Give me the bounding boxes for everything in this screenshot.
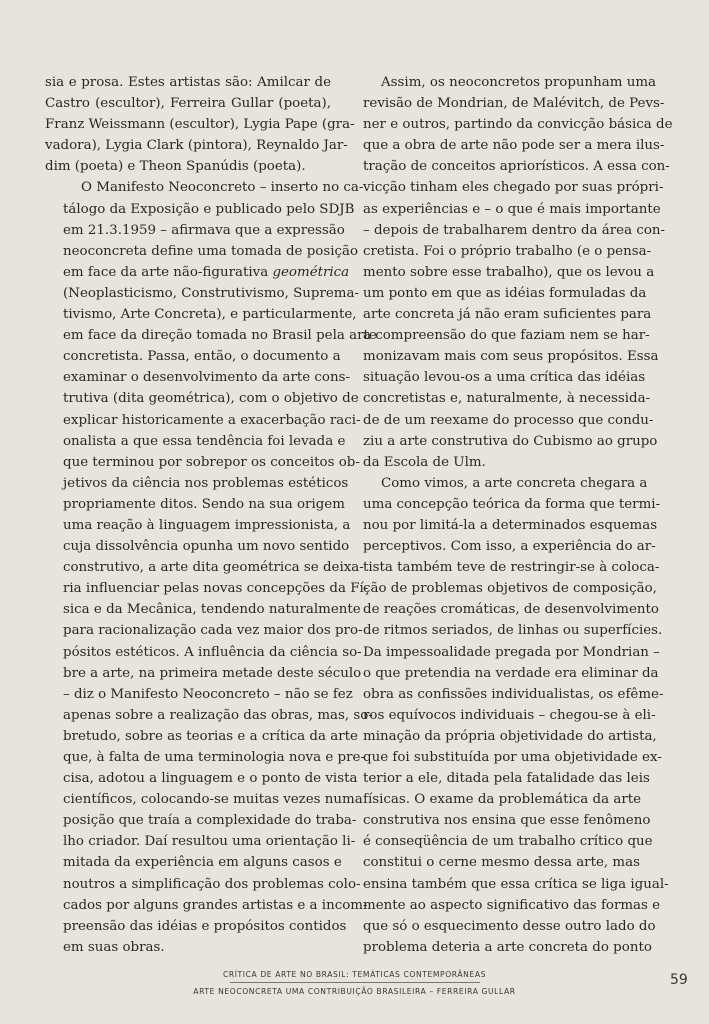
text-line: científicos, colocando-se muitas vezes numa (63, 792, 363, 808)
page-number: 59 (670, 972, 688, 988)
text-line: Da impessoalidade pregada por Mondrian – (363, 644, 660, 660)
text-line: perceptivos. Com isso, a experiência do ar- (363, 539, 656, 555)
text-line: a compreensão do que faziam nem se har- (363, 328, 650, 344)
running-footer (0, 970, 709, 996)
text-line: trutiva (dita geométrica), com o objetivo de (63, 391, 359, 407)
text-line: ria influenciar pelas novas concepções da Fí- (63, 581, 369, 597)
text-line: propriamente ditos. Sendo na sua origem (63, 496, 345, 512)
text-line: lho criador. Daí resultou uma orientação li- (63, 834, 356, 850)
text-line: físicas. O exame da problemática da arte (363, 792, 642, 808)
text-line: O Manifesto Neoconcreto – inserto no ca- (81, 180, 364, 196)
text-line: cados por alguns grandes artistas e a incom- (63, 897, 368, 913)
text-line: um ponto em que as idéias formuladas da (363, 285, 647, 301)
text-line: bretudo, sobre as teorias e a crítica da arte (63, 728, 358, 744)
text-line: de de um reexame do processo que condu- (363, 412, 654, 428)
text-line: obra as confissões individualistas, os efême- (363, 686, 664, 702)
text-line: ção de problemas objetivos de composição, (363, 581, 657, 597)
text-line: apenas sobre a realização das obras, mas, so- (63, 707, 373, 723)
text-line: Castro (escultor), Ferreira Gullar (poeta), (45, 96, 331, 112)
text-line: que terminou por sobrepor os conceitos ob- (63, 454, 360, 470)
text-line: (Neoplasticismo, Construtivismo, Suprema- (63, 285, 359, 301)
text-line: mitada da experiência em alguns casos e (63, 855, 342, 871)
paragraph (45, 177, 377, 957)
text-line: – depois de trabalharem dentro da área con- (363, 222, 666, 238)
text-line: da Escola de Ulm. (363, 454, 486, 470)
text-line: de reações cromáticas, de desenvolvimento (363, 602, 659, 618)
text-line: posição que traía a complexidade do traba- (63, 813, 357, 829)
text-line: cisa, adotou a linguagem e o ponto de vista (63, 771, 358, 787)
text-line: noutros a simplificação dos problemas colo- (63, 876, 361, 892)
text-line: que a obra de arte não pode ser a mera ilus- (363, 138, 665, 154)
text-line: – diz o Manifesto Neoconcreto – não se fez (63, 686, 353, 702)
text-line: Como vimos, a arte concreta chegara a (381, 475, 648, 491)
paragraph (45, 72, 355, 177)
text-line: tálogo da Exposição e publicado pelo SDJB (63, 201, 355, 217)
text-line: preensão das idéias e propósitos contidos (63, 918, 347, 934)
text-line: pósitos estéticos. A influência da ciência so- (63, 644, 362, 660)
left-column (45, 72, 377, 958)
text-line: é conseqüência de um trabalho crítico que (363, 834, 653, 850)
text-line: vicção tinham eles chegado por suas própri- (363, 180, 664, 196)
footer-divider (230, 982, 480, 983)
text-line: neoconcreta define uma tomada de posição (63, 243, 359, 259)
text-line: ziu a arte construtiva do Cubismo ao grupo (363, 433, 658, 449)
text-line: sia e prosa. Estes artistas são: Amilcar de (45, 75, 331, 90)
text-line: monizavam mais com seus propósitos. Essa (363, 349, 659, 365)
text-line: jetivos da ciência nos problemas estéticos (63, 475, 349, 491)
text-line: construtivo, a arte dita geométrica se deixa- (63, 560, 364, 576)
text-line: sica e da Mecânica, tendendo naturalmente (63, 602, 361, 618)
text-line: explicar historicamente a exacerbação raci- (63, 412, 361, 428)
text-line: tista também teve de restringir-se à coloca- (363, 560, 660, 576)
text-line: para racionalização cada vez maior dos pro- (63, 623, 363, 639)
text-line: nou por limitá-la a determinados esquemas (363, 517, 658, 533)
paragraph (345, 473, 669, 958)
text-line: mento sobre esse trabalho), que os levou a (363, 264, 655, 280)
text-line: onalista a que essa tendência foi levada e (63, 433, 346, 449)
footer-publication-title: CRÍTICA DE ARTE NO BRASIL: TEMÁTICAS CONTEMPORÂNEAS (222, 970, 487, 979)
text-line: as experiências e – o que é mais importante (363, 201, 661, 217)
text-line: uma concepção teórica da forma que termi- (363, 496, 661, 512)
text-line: cretista. Foi o próprio trabalho (e o pensa- (363, 243, 652, 259)
text-line: de ritmos seriados, de linhas ou superfícies. (363, 623, 663, 639)
text-line: em face da direção tomada no Brasil pela arte (63, 328, 377, 344)
text-line: situação levou-os a uma crítica das idéias (363, 370, 646, 386)
text-line: Assim, os neoconcretos propunham uma (381, 75, 657, 90)
paragraph (345, 72, 673, 473)
text-line: que, à falta de uma terminologia nova e pre- (63, 750, 365, 765)
text-line: tivismo, Arte Concreta), e particularmente, (63, 307, 357, 323)
text-line: vadora), Lygia Clark (pintora), Reynaldo Jar- (45, 138, 348, 154)
text-line: arte concreta já não eram suficientes para (363, 307, 652, 323)
text-line: mente ao aspecto significativo das formas e (363, 897, 661, 913)
text-line: que só o esquecimento desse outro lado do (363, 918, 656, 934)
text-line: constitui o cerne mesmo dessa arte, mas (363, 855, 640, 871)
text-line: bre a arte, na primeira metade deste século (63, 665, 362, 681)
text-line: o que pretendia na verdade era eliminar da (363, 665, 659, 681)
text-line: problema deteria a arte concreta do ponto (363, 939, 652, 955)
text-line: examinar o desenvolvimento da arte cons- (63, 370, 350, 386)
text-line: concretistas e, naturalmente, à necessida- (363, 391, 651, 407)
footer-article-title: ARTE NEOCONCRETA UMA CONTRIBUIÇÃO BRASILEIRA – FERREIRA GULLAR (193, 987, 516, 996)
text-line: ros equívocos individuais – chegou-se à eli- (363, 707, 656, 723)
text-line: construtiva nos ensina que esse fenômeno (363, 813, 651, 829)
text-line: minação da própria objetividade do artista, (363, 728, 657, 744)
text-line: tração de conceitos apriorísticos. A essa con- (363, 159, 670, 175)
text-line: uma reação à linguagem impressionista, a (63, 517, 351, 533)
text-line: em suas obras. (63, 939, 165, 955)
right-column (345, 72, 673, 958)
text-line: que foi substituída por uma objetividade ex- (363, 750, 662, 765)
text-line: concretista. Passa, então, o documento a (63, 349, 341, 365)
text-line: Franz Weissmann (escultor), Lygia Pape (gra- (45, 117, 355, 133)
text-line: em face da arte não-figurativa geométrica (63, 264, 350, 280)
text-line: dim (poeta) e Theon Spanúdis (poeta). (45, 159, 306, 175)
text-line: cuja dissolvência opunha um novo sentido (63, 539, 350, 555)
text-line: em 21.3.1959 – afirmava que a expressão (63, 222, 345, 238)
text-line: ensina também que essa crítica se liga igual- (363, 876, 669, 892)
text-line: revisão de Mondrian, de Malévitch, de Pevs- (363, 96, 665, 112)
text-line: ner e outros, partindo da convicção básica de (363, 117, 673, 133)
text-line: terior a ele, ditada pela fatalidade das leis (363, 771, 650, 787)
